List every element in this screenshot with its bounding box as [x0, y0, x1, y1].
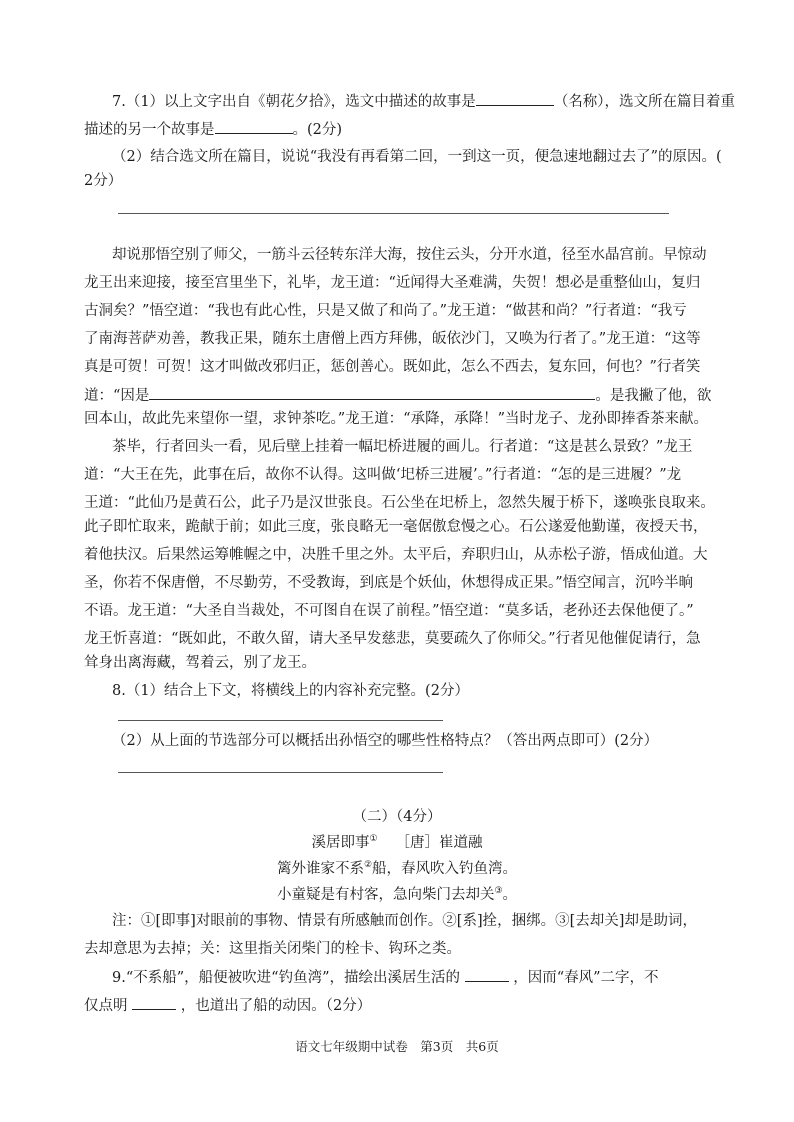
q8-part1-answer-line[interactable] — [118, 720, 443, 721]
q7-part1-line1: 7.（1）以上文字出自《朝花夕拾》，选文中描述的故事是 （名称），选文所在篇目着重 — [112, 91, 735, 112]
passage-line: 茶毕，行者回头一看，见后壁上挂着一幅圯桥进履的画儿。行者道：“这是甚么景致？”龙王 — [112, 439, 693, 455]
poem-title-line — [0, 833, 794, 853]
poem-notes-line2: 去却意思为去掉；关：这里指关闭柴门的栓卡、钩环之类。 — [84, 941, 461, 957]
q7-part1-line2: 描述的另一个故事是 。(2分) — [84, 119, 342, 140]
footnote-marker: ③ — [494, 886, 503, 897]
passage-line: 此子即忙取来，跪献于前；如此三度，张良略无一毫倨傲怠慢之心。石公遂爱他勤谨，夜授天书， — [84, 519, 708, 535]
q9-line1: 9.“不系船”，船便被吹进“钓鱼湾”，描绘出溪居生活的 ，因而“春风”二字，不 — [112, 967, 659, 988]
passage-line: 王道：“此仙乃是黄石公，此子乃是汉世张良。石公坐在圯桥上，忽然失履于桥下，遂唤张良取来。 — [84, 495, 715, 511]
poem-author: ［唐］崔道融 — [395, 835, 483, 851]
answer-blank[interactable] — [215, 119, 293, 134]
q8-part2: （2）从上面的节选部分可以概括出孙悟空的哪些性格特点？（答出两点即可）(2分） — [112, 733, 659, 749]
passage-line: 着他扶汉。后果然运筹帷幄之中，决胜千里之外。太平后，弃职归山，从赤松子游，悟成仙道。大 — [84, 547, 708, 563]
answer-blank[interactable] — [465, 967, 509, 982]
poem-line-1: 篱外谁家不系②船，春风吹入钓鱼湾。 — [276, 860, 518, 877]
passage-line: 龙王出来迎接，接至宫里坐下，礼毕，龙王道：“近闻得大圣难满，失贺！想必是重整仙山，复归 — [84, 275, 701, 291]
passage-line: 龙王忻喜道：“既如此，不敢久留，请大圣早发慈悲，莫要疏久了你师父。”行者见他催促请行，急 — [84, 631, 701, 647]
q7-part2-line2: 2分） — [84, 173, 123, 189]
answer-blank[interactable] — [476, 91, 554, 106]
section-heading: （二）（4分） — [352, 809, 442, 825]
passage-line: 古洞矣？”悟空道：“我也有此心性，只是又做了和尚了。”龙王道：“做甚和尚？”行者道：“我亏 — [84, 303, 687, 319]
q8-part2-answer-line[interactable] — [118, 772, 443, 773]
passage-line: 耸身出离海藏，驾着云，别了龙王。 — [84, 655, 316, 671]
passage-line: 道：“大王在先，此事在后，故你不认得。这叫做‘圯桥三进履’。”行者道：“怎的是三进履？”龙 — [84, 467, 682, 483]
q7-part2-line1: （2）结合选文所在篇目，说说“我没有再看第二回，一到这一页，便急速地翻过去了”的原因。( — [112, 149, 722, 165]
poem-title: 溪居即事 — [311, 835, 370, 851]
poem-notes-line1: 注：①[即事]对眼前的事物、情景有所感触而创作。②[系]拴，捆绑。③[去却关]却是助词， — [112, 913, 697, 929]
passage-fill-blank[interactable] — [149, 385, 595, 400]
passage-line-with-blank: 道：“因是 。是我撇了他，欲 — [84, 385, 711, 406]
passage-line: 回本山，故此先来望你一望，求钟茶吃。”龙王道：“承降，承降！”当时龙子、龙孙即捧香茶来献。 — [84, 411, 708, 427]
q9-line2: 仅点明 ，也道出了船的动因。（2分） — [84, 995, 371, 1016]
passage-line: 却说那悟空别了师父，一筋斗云径转东洋大海，按住云头，分开水道，径至水晶宫前。早惊动 — [112, 247, 707, 263]
q7-answer-line[interactable] — [118, 213, 669, 214]
poem-line-2: 小童疑是有村客，急向柴门去却关③。 — [276, 886, 518, 903]
passage-line: 圣，你若不保唐僧，不尽勤劳，不受教诲，到底是个妖仙，休想得成正果。”悟空闻言，沉吟半晌 — [84, 575, 694, 591]
q8-part1: 8.（1）结合上下文，将横线上的内容补充完整。(2分） — [112, 683, 469, 699]
passage-line: 真是可贺！可贺！这才叫做改邪归正，惩创善心。既如此，怎么不西去，复东回，何也？”行者笑 — [84, 359, 701, 375]
passage-line: 了南海菩萨劝善，教我正果，随东土唐僧上西方拜佛，皈依沙门，又唤为行者了。”龙王道：“这等 — [84, 331, 701, 347]
passage-line: 不语。龙王道：“大圣自当裁处，不可图自在误了前程。”悟空道：“莫多话，老孙还去保他便了。” — [84, 603, 694, 619]
footnote-marker: ② — [363, 860, 373, 871]
footnote-marker: ① — [369, 834, 378, 845]
answer-blank[interactable] — [132, 995, 176, 1010]
page-footer: 语文七年级期中试卷 第3页 共6页 — [295, 1039, 499, 1054]
